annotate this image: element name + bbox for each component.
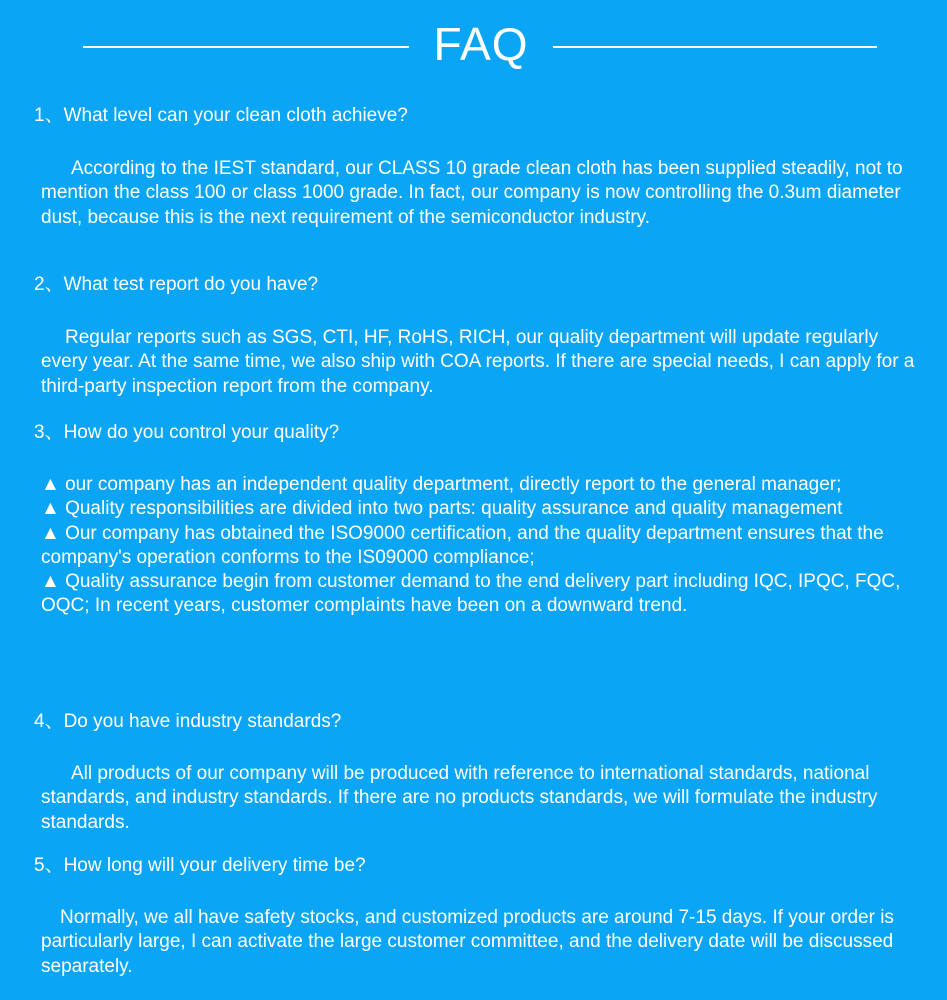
faq-bullet-2: ▲ Quality responsibilities are divided into two parts: quality assurance and quality management xyxy=(41,498,843,520)
faq-header xyxy=(0,14,947,80)
faq-answer-1-text: According to the IEST standard, our CLASS 10 grade clean cloth has been supplied steadily, not to mention the class 100 or class 1000 grade. In fact, our company is now controlling the 0.3um diameter dust, because this is the next requirement of the semiconductor industry. xyxy=(41,158,903,228)
header-divider-left xyxy=(83,46,409,48)
faq-question-5: 5、How long will your delivery time be? xyxy=(34,855,366,876)
faq-bullet-4: ▲ Quality assurance begin from customer demand to the end delivery part including IQC, IPQC, FQC, OQC; In recent years, customer complaints have been on a downward trend. xyxy=(41,571,901,617)
faq-bullet-1: ▲ our company has an independent quality department, directly report to the general manager; xyxy=(41,474,842,495)
faq-answer-5 xyxy=(41,906,921,979)
faq-question-3: 3、How do you control your quality? xyxy=(34,422,340,443)
header-divider-right xyxy=(553,46,877,48)
faq-question-1: 1、What level can your clean cloth achieve? xyxy=(34,105,408,126)
faq-answer-1 xyxy=(41,157,921,230)
faq-bullet-3: ▲ Our company has obtained the ISO9000 certification, and the quality department ensures that the company's operation conforms to the IS09000 compliance; xyxy=(41,522,884,568)
faq-answer-4-text: All products of our company will be produced with reference to international standards, national standards, and industry standards. If there are no products standards, we will formulate the industry standards. xyxy=(41,763,878,833)
faq-answer-5-text: Normally, we all have safety stocks, and customized products are around 7-15 days. If your order is particularly large, I can activate the large customer committee, and the delivery date will be discussed separately. xyxy=(41,907,894,977)
faq-answer-2 xyxy=(41,326,921,399)
faq-answer-4 xyxy=(41,762,921,835)
faq-question-4: 4、Do you have industry standards? xyxy=(34,711,342,732)
faq-answer-2-text: Regular reports such as SGS, CTI, HF, RoHS, RICH, our quality department will update regularly every year. At the same time, we also ship with COA reports. If there are special needs, I can apply for a third-party inspection report from the company. xyxy=(41,327,915,397)
page-title: FAQ xyxy=(433,18,529,70)
faq-answer-3 xyxy=(41,473,921,619)
faq-question-2: 2、What test report do you have? xyxy=(34,274,319,295)
